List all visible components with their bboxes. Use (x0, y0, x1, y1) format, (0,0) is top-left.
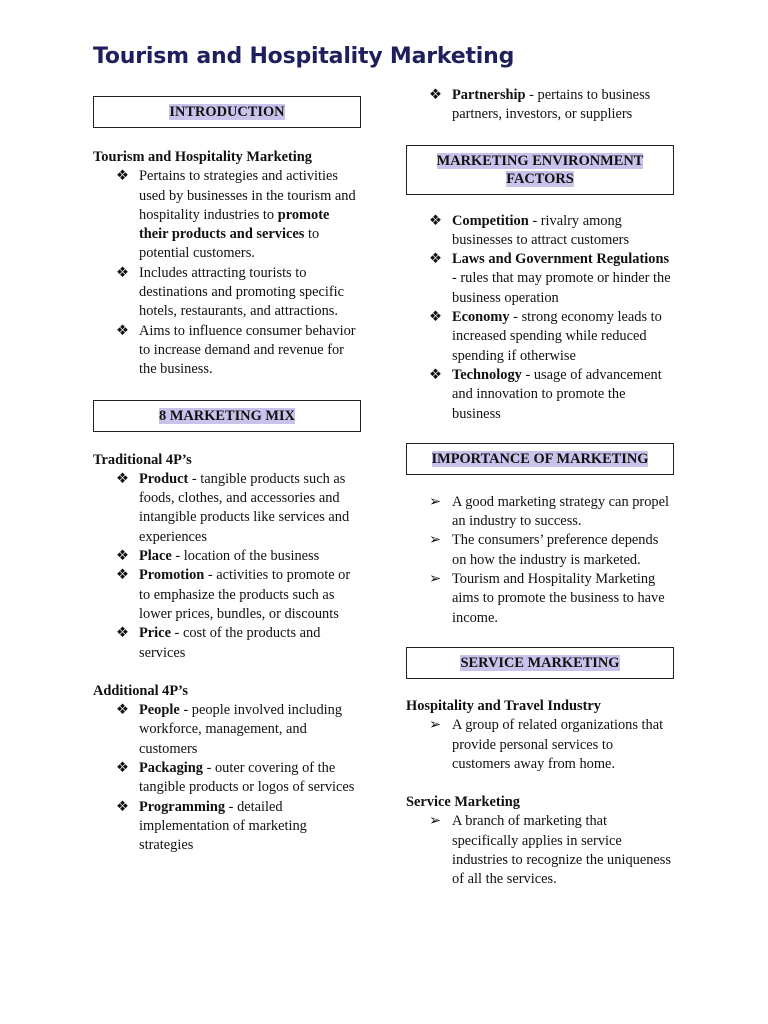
list-item: ❖ Includes attracting tourists to destinations and promoting specific hotels, restaurants, and attractions. (116, 264, 345, 320)
hospitality-travel-subhead: Hospitality and Travel Industry (406, 697, 601, 714)
diamond-bullet-icon: ❖ (116, 798, 129, 815)
additional-4ps-list (93, 701, 361, 855)
marketing-environment-heading-box (406, 145, 674, 195)
list-item: ➢ A good marketing strategy can propel an industry to success. (429, 493, 669, 530)
list-item: ❖ Competition - rivalry among businesses to attract customers (429, 212, 630, 248)
traditional-4ps-subhead: Traditional 4P’s (93, 451, 192, 468)
arrow-bullet-icon: ➢ (429, 532, 442, 549)
diamond-bullet-icon: ❖ (116, 567, 129, 584)
marketing-environment-heading: MARKETING ENVIRONMENT FACTORS (436, 152, 644, 187)
introduction-heading: INTRODUCTION (169, 104, 285, 120)
list-item: ❖ Laws and Government Regulations - rules that may promote or hinder the business operation (429, 251, 671, 306)
list-item: ❖ Promotion - activities to promote or to emphasize the products such as lower prices, bundles, or discounts (116, 567, 351, 622)
page-title: Tourism and Hospitality Marketing (93, 44, 515, 69)
additional-4ps-list-continued (406, 86, 674, 125)
list-item: ➢ A branch of marketing that specifically applies in service industries to recognize the uniqueness of all the services. (429, 813, 672, 888)
diamond-bullet-icon: ❖ (429, 309, 442, 326)
list-item: ➢ The consumers’ preference depends on how the industry is marketed. (429, 532, 659, 568)
importance-heading-box (406, 443, 674, 475)
diamond-bullet-icon: ❖ (116, 625, 129, 642)
additional-4ps-subhead: Additional 4P’s (93, 682, 189, 699)
list-item: ❖ Economy - strong economy leads to increased spending while reduced spending if otherwise (429, 309, 662, 364)
diamond-bullet-icon: ❖ (429, 87, 442, 103)
right-column (406, 86, 674, 890)
list-item: ❖ Pertains to strategies and activities used by businesses in the tourism and hospitality industries to promote their products and services to potential customers. (116, 168, 356, 262)
list-item: ❖ Technology - usage of advancement and innovation to promote the business (429, 366, 662, 422)
importance-list (406, 493, 674, 628)
list-item: ❖ Product - tangible products such as foods, clothes, and accessories and intangible products like services and experiences (116, 470, 350, 545)
service-marketing-subhead: Service Marketing (406, 794, 520, 811)
list-item: ❖ Partnership - pertains to business partners, investors, or suppliers (429, 87, 651, 123)
environment-factors-list (406, 212, 674, 424)
service-marketing-heading-box (406, 647, 674, 679)
intro-subhead: Tourism and Hospitality Marketing (93, 149, 312, 165)
diamond-bullet-icon: ❖ (116, 470, 129, 487)
arrow-bullet-icon: ➢ (429, 717, 442, 734)
diamond-bullet-icon: ❖ (429, 212, 442, 229)
list-item: ❖ People - people involved including workforce, management, and customers (116, 702, 343, 757)
introduction-heading-box (93, 96, 361, 128)
arrow-bullet-icon: ➢ (429, 813, 442, 830)
list-item: ❖ Aims to influence consumer behavior to increase demand and revenue for the business. (116, 322, 356, 378)
list-item: ❖ Packaging - outer covering of the tangible products or logos of services (116, 760, 355, 796)
traditional-4ps-list (93, 470, 361, 663)
diamond-bullet-icon: ❖ (116, 264, 129, 281)
arrow-bullet-icon: ➢ (429, 571, 442, 588)
list-item: ❖ Place - location of the business (93, 547, 361, 566)
list-item: ➢ Tourism and Hospitality Marketing aims to promote the business to have income. (429, 571, 665, 626)
diamond-bullet-icon: ❖ (429, 251, 442, 268)
diamond-bullet-icon: ❖ (116, 168, 129, 185)
diamond-bullet-icon: ❖ (116, 702, 129, 719)
arrow-bullet-icon: ➢ (429, 493, 442, 510)
importance-heading: IMPORTANCE OF MARKETING (431, 450, 649, 467)
diamond-bullet-icon: ❖ (116, 322, 129, 339)
diamond-bullet-icon: ❖ (429, 366, 442, 383)
list-item: ❖ Price - cost of the products and services (116, 625, 321, 661)
service-marketing-heading: SERVICE MARKETING (460, 654, 620, 671)
hospitality-travel-list (406, 716, 674, 774)
diamond-bullet-icon: ❖ (116, 548, 129, 565)
list-item: ➢ A group of related organizations that provide personal services to customers away from home. (429, 717, 664, 772)
left-column (93, 96, 361, 856)
marketing-mix-heading-box (93, 400, 361, 432)
service-marketing-list (406, 812, 674, 889)
marketing-mix-heading: 8 MARKETING MIX (159, 407, 295, 424)
diamond-bullet-icon: ❖ (116, 760, 129, 777)
intro-list (93, 167, 361, 379)
list-item: ❖ Programming - detailed implementation of marketing strategies (116, 798, 307, 854)
